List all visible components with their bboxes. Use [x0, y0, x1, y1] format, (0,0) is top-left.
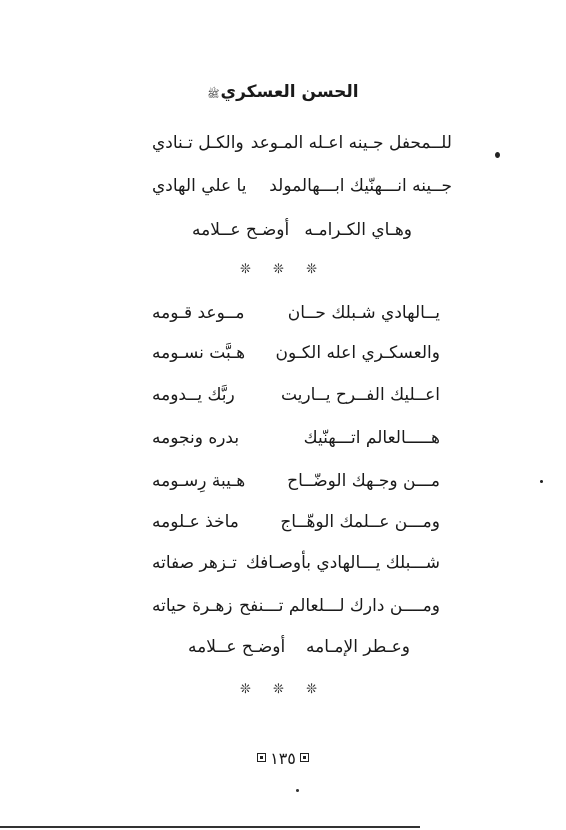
verse-right-hemistich: والعسكـري اعله الكـون	[275, 343, 440, 363]
verse-right-hemistich: شـــبلك يـــالهادي بأوصـافك	[245, 553, 440, 573]
poem-title	[0, 82, 566, 102]
verse-line	[152, 596, 440, 622]
verse-right-hemistich: ومــــن دارك لـــلعالم تـــنفح	[239, 596, 440, 616]
verse-line	[152, 471, 440, 497]
verse-right-hemistich: وهـاي الكـرامـه	[304, 220, 412, 240]
verse-left-hemistich: زهـرة حياته	[152, 596, 233, 616]
stanza-separator-end: ❊ ❊ ❊	[240, 682, 326, 697]
footer-dot	[296, 789, 299, 792]
verse-line	[152, 133, 452, 159]
verse-right-hemistich: للــمحفل جـينه اعـله المـوعد	[250, 133, 452, 153]
honorific-mark: ﷺ	[207, 89, 220, 100]
verse-left-hemistich: ماخذ عـلومه	[152, 512, 239, 532]
verse-left-hemistich: هـيبة رِسـومه	[152, 471, 246, 491]
verse-line	[192, 220, 412, 246]
margin-mark	[495, 152, 500, 158]
verse-line	[152, 303, 440, 329]
verse-line	[188, 637, 410, 663]
verse-line	[152, 512, 440, 538]
verse-left-hemistich: أوضـح عــلامه	[188, 637, 286, 657]
verse-right-hemistich: مـــن وجـهك الوضّــاح	[287, 471, 440, 491]
verse-right-hemistich: ومـــن عــلمك الوهّــاج	[280, 512, 440, 532]
verse-left-hemistich: يا علي الهادي	[152, 176, 247, 196]
verse-left-hemistich: ربَّك يــدومه	[152, 385, 235, 405]
verse-right-hemistich: هـــــالعالم اتـــهنّيك	[303, 428, 440, 448]
verse-left-hemistich: هـبَّت نسـومه	[152, 343, 246, 363]
verse-left-hemistich: تـزهر صفاته	[152, 553, 237, 573]
verse-line	[152, 428, 440, 454]
verse-left-hemistich: بدره ونجومه	[152, 428, 240, 448]
verse-right-hemistich: اعــليك الفــرح يــاريت	[280, 385, 440, 405]
margin-dot	[540, 480, 543, 483]
verse-left-hemistich: مــوعد قـومه	[152, 303, 245, 323]
page-number	[0, 749, 566, 768]
ornament-square-icon	[257, 753, 266, 762]
page-number-text: ١٣٥	[270, 749, 296, 768]
ornament-square-icon	[300, 753, 309, 762]
verse-left-hemistich: والكـل تـنادي	[152, 133, 244, 153]
verse-right-hemistich: وعـطر الإمـامه	[306, 637, 410, 657]
verse-line	[152, 176, 452, 202]
title-text: الحسن العسكري	[220, 82, 359, 102]
page-bottom-edge	[0, 826, 420, 828]
verse-line	[152, 553, 440, 579]
verse-right-hemistich: يــالهادي شـبلك حــان	[287, 303, 440, 323]
verse-line	[152, 385, 440, 411]
verse-line	[152, 343, 440, 369]
stanza-separator: ❊ ❊ ❊	[240, 262, 326, 277]
verse-right-hemistich: جــينه انـــهنّيك ابـــهالمولد	[269, 176, 452, 196]
verse-left-hemistich: أوضـح عــلامه	[192, 220, 290, 240]
